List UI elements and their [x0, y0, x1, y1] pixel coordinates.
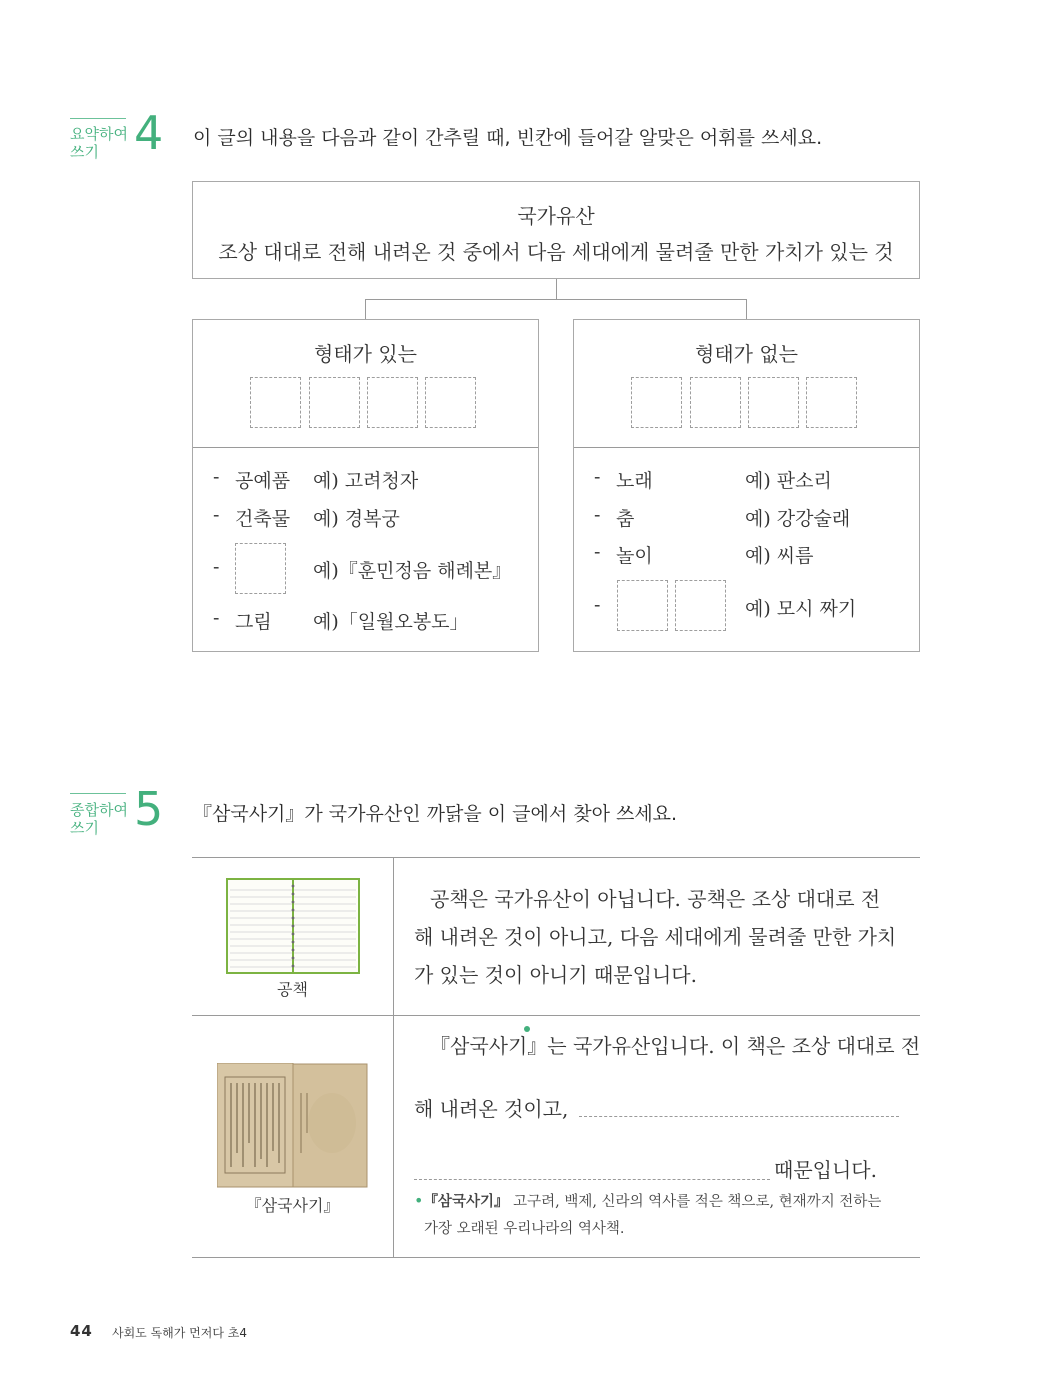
divider	[193, 447, 538, 448]
page-number: 44	[70, 1322, 93, 1340]
footnote-bullet: •	[414, 1191, 424, 1210]
question-text: 『삼국사기』가 국가유산인 까닭을 이 글에서 찾아 쓰세요.	[193, 803, 678, 825]
answer-blank[interactable]	[806, 377, 857, 428]
definition-title: 국가유산	[517, 204, 595, 228]
footnote-term: 『삼국사기』	[423, 1194, 509, 1210]
list-item-example: 예) 씨름	[745, 545, 814, 567]
footnote-line2: 가장 오래된 우리나라의 역사책.	[424, 1221, 625, 1237]
divider	[574, 447, 919, 448]
list-item-example: 예) 강강술래	[745, 508, 851, 530]
list-item-name: 놀이	[616, 545, 653, 567]
row2-text-line1: 『삼국사기』는 국가유산입니다. 이 책은 조상 대대로 전	[430, 1034, 921, 1058]
answer-line[interactable]	[579, 1116, 899, 1117]
answer-blank[interactable]	[235, 543, 286, 594]
connector-line	[365, 299, 747, 300]
intangible-box	[573, 319, 920, 652]
table-rule	[192, 857, 920, 858]
table-rule	[192, 1015, 920, 1016]
list-item-example: 예) 경복궁	[313, 508, 400, 530]
list-dash: -	[213, 504, 220, 526]
list-dash: -	[213, 607, 220, 629]
samguk-sagi-image	[217, 1063, 369, 1189]
list-item-name: 공예품	[235, 470, 291, 492]
section-label: 요약하여 쓰기	[70, 125, 128, 161]
definition-box	[192, 181, 920, 279]
answer-blank[interactable]	[367, 377, 418, 428]
list-dash: -	[594, 594, 601, 616]
table-column-divider	[393, 857, 394, 1257]
question-number: 5	[134, 782, 164, 836]
tangible-box	[192, 319, 539, 652]
answer-blank[interactable]	[425, 377, 476, 428]
section-divider	[70, 118, 126, 119]
tangible-title: 형태가 있는	[314, 342, 417, 366]
question-text: 이 글의 내용을 다음과 같이 간추릴 때, 빈칸에 들어갈 알맞은 어휘를 쓰세요.	[193, 127, 823, 149]
notebook-image	[226, 878, 360, 974]
list-item-example: 예) 판소리	[745, 470, 832, 492]
answer-line[interactable]	[414, 1179, 770, 1180]
answer-blank[interactable]	[250, 377, 301, 428]
list-dash: -	[594, 504, 601, 526]
list-item-example: 예)「일월오봉도」	[313, 611, 469, 633]
answer-blank[interactable]	[675, 580, 726, 631]
section-divider	[70, 793, 126, 794]
list-dash: -	[213, 466, 220, 488]
answer-blank[interactable]	[617, 580, 668, 631]
list-item-example: 예) 고려청자	[313, 470, 419, 492]
book-title: 사회도 독해가 먼저다 초4	[112, 1326, 247, 1340]
intangible-title: 형태가 없는	[695, 342, 798, 366]
question-number: 4	[134, 106, 164, 160]
list-dash: -	[594, 541, 601, 563]
definition-text: 조상 대대로 전해 내려온 것 중에서 다음 세대에게 물려줄 만한 가치가 있는 것	[218, 240, 894, 264]
list-dash: -	[594, 466, 601, 488]
row2-text-line3-end: 때문입니다.	[774, 1158, 877, 1182]
row2-text-line2: 해 내려온 것이고,	[414, 1097, 569, 1121]
list-item-name: 건축물	[235, 508, 291, 530]
list-item-name: 그림	[235, 611, 272, 633]
notebook-caption: 공책	[277, 980, 308, 999]
list-item-example: 예)『훈민정음 해례본』	[313, 560, 512, 582]
answer-blank[interactable]	[690, 377, 741, 428]
answer-blank[interactable]	[748, 377, 799, 428]
footnote-text: 고구려, 백제, 신라의 역사를 적은 책으로, 현재까지 전하는	[508, 1194, 882, 1210]
row1-text-line1: 공책은 국가유산이 아닙니다. 공책은 조상 대대로 전	[430, 887, 881, 911]
list-dash: -	[213, 556, 220, 578]
list-item-example: 예) 모시 짜기	[745, 598, 857, 620]
row1-text-line2: 해 내려온 것이 아니고, 다음 세대에게 물려줄 만한 가치	[414, 925, 897, 949]
answer-blank[interactable]	[309, 377, 360, 428]
connector-line	[746, 299, 747, 320]
footnote	[414, 1188, 881, 1215]
list-item-name: 노래	[616, 470, 653, 492]
row1-text-line3: 가 있는 것이 아니기 때문입니다.	[414, 963, 697, 987]
section-label: 종합하여 쓰기	[70, 801, 128, 837]
table-rule	[192, 1257, 920, 1258]
samguk-sagi-caption: 『삼국사기』	[245, 1196, 340, 1215]
list-item-name: 춤	[616, 508, 635, 530]
connector-line	[556, 279, 557, 299]
answer-blank[interactable]	[631, 377, 682, 428]
connector-line	[365, 299, 366, 320]
